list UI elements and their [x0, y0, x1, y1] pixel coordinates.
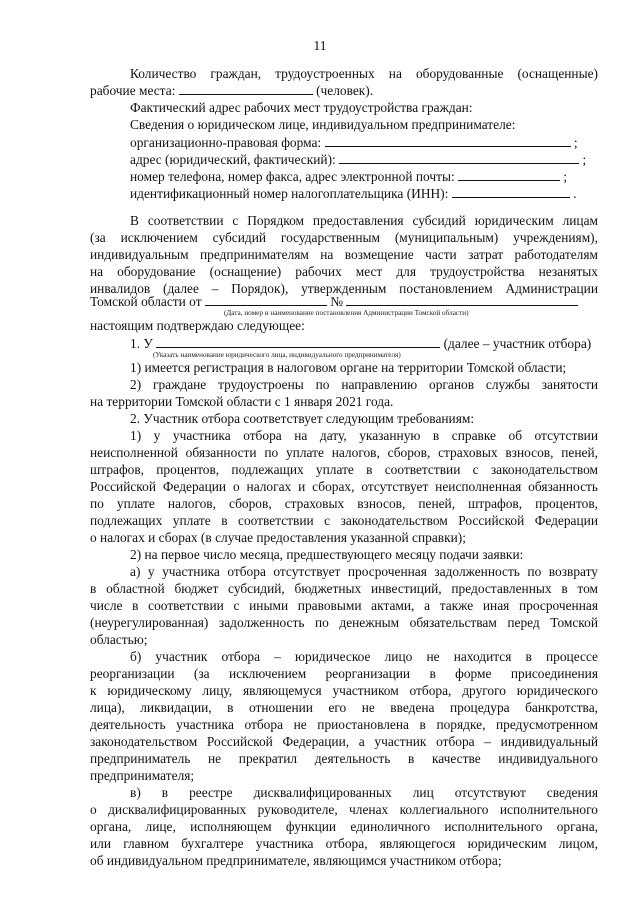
blank-field — [179, 82, 313, 95]
text-line: в областной бюджет субсидий, бюджетных инвестиций, предоставленных в том — [90, 581, 598, 596]
text-line: подлежащих уплате в соответствии с законодательством Российской Федерации — [90, 513, 598, 528]
text-line: о налогах и сборах (в случае предоставления указанной справки); — [90, 530, 466, 545]
text-line: на территории Томской области с 1 января 2021 года. — [90, 394, 394, 409]
text-line: адрес (юридический, фактический): ; — [130, 152, 587, 167]
text-line: идентификационный номер налогоплательщика (ИНН): . — [130, 186, 577, 201]
text-line: 1. У (далее – участник отбора) — [130, 336, 592, 351]
blank-field — [458, 168, 560, 181]
text-line: организационно-правовая форма: ; — [130, 135, 578, 150]
text-line: законодательством Российской Федерации, а участник отбора – индивидуальный — [90, 734, 598, 749]
text-line: (неурегулированная) задолженность по денежным обязательствам перед Томской — [90, 615, 598, 630]
text-line: об индивидуальном предпринимателе, являющимся участником отбора; — [90, 853, 502, 868]
blank-field — [205, 293, 327, 306]
text-line: в) в реестре дисквалифицированных лиц отсутствуют сведения — [130, 785, 598, 800]
blank-field — [156, 335, 440, 348]
text-line: 2. Участник отбора соответствует следующим требованиям: — [130, 411, 475, 426]
field-caption: (Указать наименование юридического лица, индивидуального предпринимателя) — [153, 351, 401, 359]
text-line: 1) имеется регистрация в налоговом органе на территории Томской области; — [130, 360, 567, 375]
text-line: рабочие места: (человек). — [90, 83, 374, 98]
text-line: индивидуальным предпринимателям на возмещение части затрат работодателям — [90, 247, 598, 262]
text-line: неисполненной обязанности по уплате налогов, сборов, страховых взносов, пеней, — [90, 445, 598, 460]
text-line: о дисквалифицированных руководителе, членах коллегиального исполнительного — [90, 802, 598, 817]
text-line: к юридическому лицу, являющемуся участником отбора, другого юридического — [90, 683, 598, 698]
text-line: числе в соответствии с иными правовыми актами, а также иная просроченная — [90, 598, 598, 613]
text-line: а) у участника отбора отсутствует просроченная задолженность по возврату — [130, 564, 598, 579]
blank-field — [339, 151, 579, 164]
blank-field — [452, 185, 570, 198]
text-line: (за исключением субсидий государственным (муниципальным) учреждениям), — [90, 230, 598, 245]
text-line: В соответствии с Порядком предоставления субсидий юридическим лицам — [130, 213, 598, 228]
text-line: Российской Федерации о налогах и сборах, отсутствует неисполненная обязанность — [90, 479, 598, 494]
text-line: по уплате налогов, сборов, страховых взносов, пеней, штрафов, процентов, — [90, 496, 598, 511]
text-line: органа, лице, исполняющем функции единоличного исполнительного органа, — [90, 819, 598, 834]
text-line: или главном бухгалтере участника отбора, являющегося юридическим лицом, — [90, 836, 598, 851]
text-line: штрафов, процентов, подлежащих уплате в соответствии с законодательством — [90, 462, 598, 477]
text-line: настоящим подтверждаю следующее: — [90, 318, 305, 333]
text-line: на оборудование (оснащение) рабочих мест для трудоустройства незанятых — [90, 264, 598, 279]
field-caption: (Дата, номер и наименование постановления Администрации Томской области) — [224, 309, 469, 317]
text-line: Количество граждан, трудоустроенных на оборудованные (оснащенные) — [130, 66, 598, 81]
text-line: Томской области от № — [90, 293, 598, 310]
text-line: 1) у участника отбора на дату, указанную в справке об отсутствии — [130, 428, 598, 443]
text-line: инвалидов (далее – Порядок), утвержденным постановлением Администрации — [90, 281, 598, 296]
page-number: 11 — [313, 38, 327, 53]
text-line: лица), ликвидации, в отношении его не введена процедура банкротства, — [90, 700, 598, 715]
text-line: предпринимателя; — [90, 768, 195, 783]
text-line: б) участник отбора – юридическое лицо не находится в процессе — [130, 649, 598, 664]
text-line: Сведения о юридическом лице, индивидуальном предпринимателе: — [130, 117, 516, 132]
text-line: деятельность участника отбора не приостановлена в порядке, предусмотренном — [90, 717, 598, 732]
text-line: реорганизации (за исключением реорганизации в форме присоединения — [90, 666, 598, 681]
text-line: областью; — [90, 632, 148, 647]
blank-field — [346, 293, 578, 306]
text-line: предприниматель не прекратил деятельность в качестве индивидуального — [90, 751, 598, 766]
text-line: номер телефона, номер факса, адрес электронной почты: ; — [130, 169, 568, 184]
blank-field — [325, 134, 571, 147]
text-line: 2) на первое число месяца, предшествующего месяцу подачи заявки: — [130, 547, 524, 562]
text-line: Фактический адрес рабочих мест трудоустройства граждан: — [130, 100, 473, 115]
text-line: 2) граждане трудоустроены по направлению органов службы занятости — [130, 377, 598, 392]
